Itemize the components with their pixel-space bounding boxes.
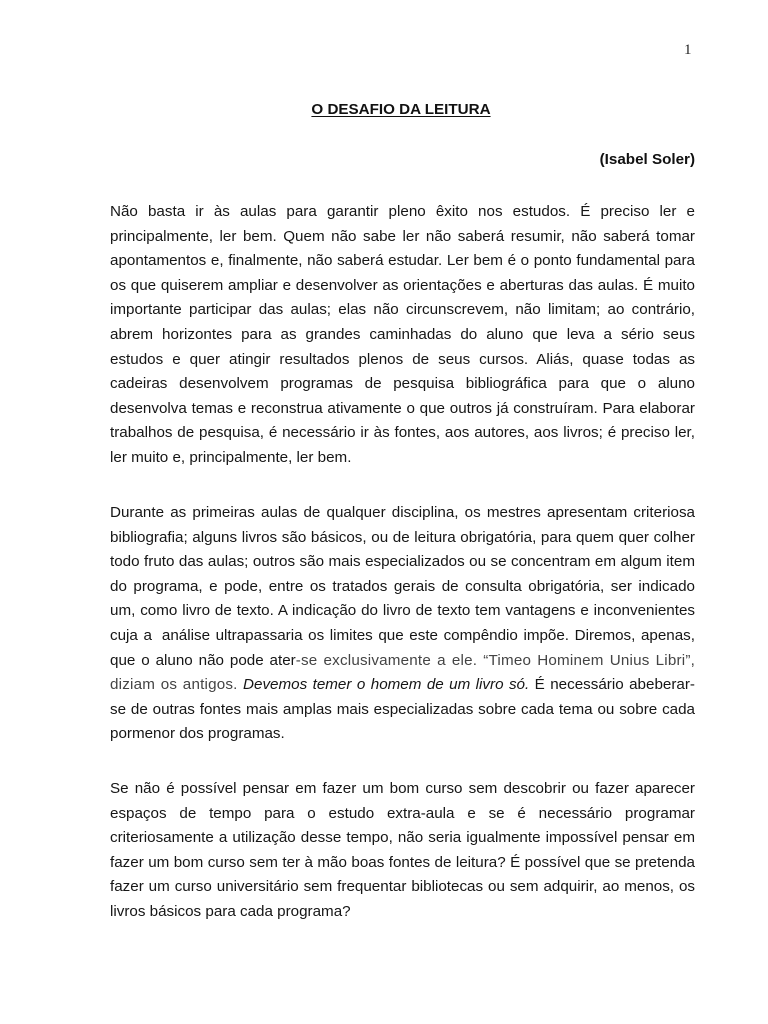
paragraph-3: Se não é possível pensar em fazer um bom curso sem descobrir ou fazer aparecer espaços de tempo para o estudo extra-aula e se é necessário programar criteriosamente a utilização desse tempo, não seria igualmente impossível pensar em fazer um bom curso sem ter à mão boas fontes de leitura? É possível que se pretenda fazer um curso universitário sem frequentar bibliotecas ou sem adquirir, ao menos, os livros básicos para cada programa? — [110, 780, 695, 920]
author-name: (Isabel Soler) — [599, 151, 695, 168]
paragraph-2-text-a: Durante as primeiras aulas de qualquer disciplina, os mestres apresentam criteriosa bibliografia; alguns livros são básicos, ou de leitura obrigatória, para quem quer colher todo fruto das aulas; outros são mais especializados ou se concentram em algum item do programa, e pode, entre os tratados gerais de consulta obrigatória, ser indicado um, como livro de texto. A indicação do livro de texto tem vantagens e inconvenientes cuja a — [110, 504, 695, 644]
page-number: 1 — [684, 42, 692, 58]
paragraph-2-emphasis: Devemos temer o homem de um livro só. — [243, 676, 530, 694]
paragraph-2-text-c: É necessário abeberar-se de outras fontes mais amplas mais especializadas sobre cada tema ou sobre cada pormenor dos programas. — [110, 676, 695, 743]
paragraph-1: Não basta ir às aulas para garantir pleno êxito nos estudos. É preciso ler e principalmente, ler bem. Quem não sabe ler não saberá resumir, não saberá tomar apontamentos e, finalmente, não saberá estudar. Ler bem é o ponto fundamental para os que quiserem ampliar e desenvolver as orientações e aberturas das aulas. É muito importante participar das aulas; elas não circunscrevem, não limitam; ao contrário, abrem horizontes para as grandes caminhadas do aluno que leva a sério seus estudos e quer atingir resultados plenos de seus cursos. Aliás, quase todas as cadeiras desenvolvem programas de pesquisa bibliográfica para que o aluno desenvolva temas e reconstrua ativamente o que outros já construíram. Para elaborar trabalhos de pesquisa, é necessário ir às fontes, aos autores, aos livros; é preciso ler, ler muito e, principalmente, ler bem. — [110, 203, 695, 466]
document-title: O DESAFIO DA LEITURA — [311, 101, 491, 118]
paragraph-2-text-b: análise ultrapassaria os limites que este compêndio impõe. Diremos, apenas, que o aluno não pode ater — [110, 626, 695, 669]
paragraph-2-quote: -se exclusivamente a ele. “Timeo Hominem Unius Libri”, diziam os antigos. — [110, 651, 695, 694]
paragraph-2 — [110, 501, 695, 747]
